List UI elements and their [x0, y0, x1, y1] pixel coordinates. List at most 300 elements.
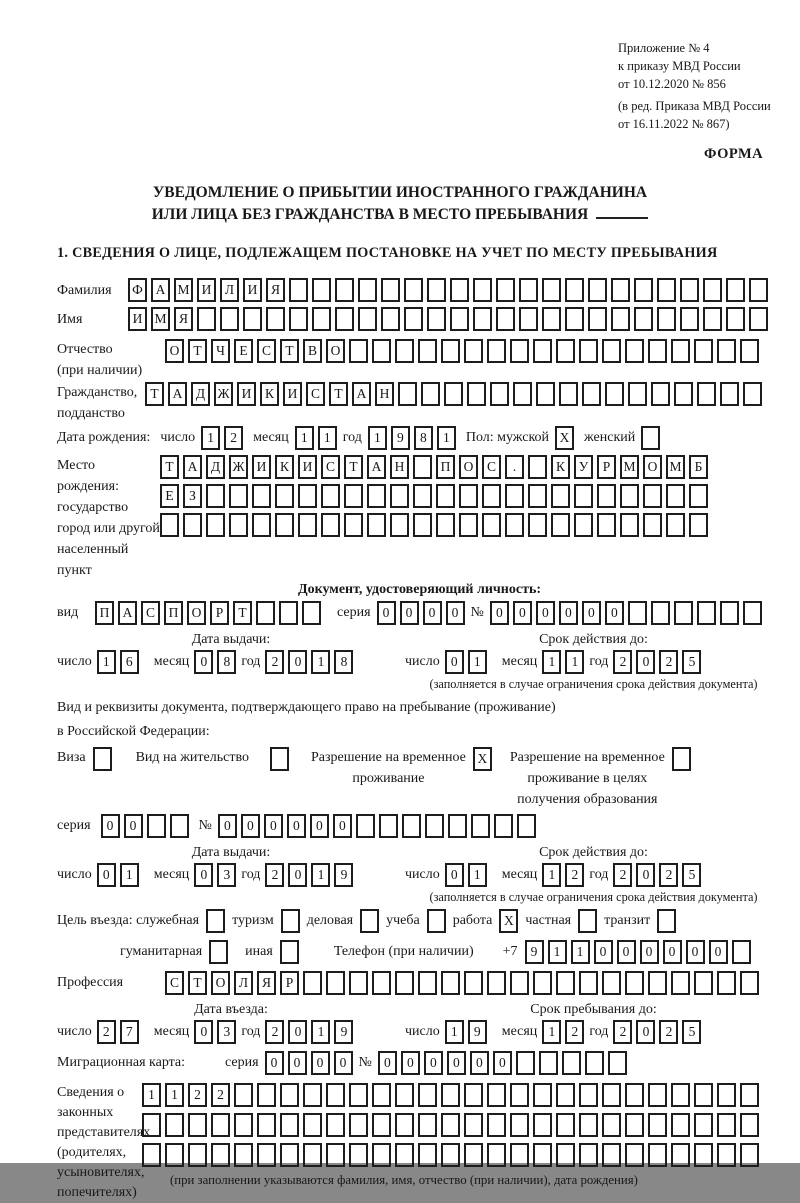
char-cell[interactable]: 2 [565, 863, 584, 887]
char-cell[interactable] [651, 382, 670, 406]
char-cell[interactable] [689, 513, 708, 537]
char-cell[interactable] [257, 1113, 276, 1137]
char-cell[interactable] [390, 484, 409, 508]
char-cell[interactable]: О [187, 601, 206, 625]
char-cell[interactable] [356, 814, 375, 838]
char-cell[interactable]: 0 [101, 814, 120, 838]
char-cell[interactable]: Ж [229, 455, 248, 479]
char-cell[interactable]: В [303, 339, 322, 363]
char-cell[interactable]: 0 [97, 863, 116, 887]
char-cell[interactable] [510, 971, 529, 995]
char-cell[interactable] [436, 484, 455, 508]
char-cell[interactable]: Д [206, 455, 225, 479]
char-cell[interactable] [582, 382, 601, 406]
char-cell[interactable] [402, 814, 421, 838]
char-cell[interactable] [674, 601, 693, 625]
char-cell[interactable]: 9 [525, 940, 544, 964]
char-cell[interactable]: Р [210, 601, 229, 625]
char-cell[interactable] [643, 484, 662, 508]
doc-issue-month-cells[interactable] [194, 650, 236, 674]
char-cell[interactable]: О [211, 971, 230, 995]
char-cell[interactable]: 2 [188, 1083, 207, 1107]
char-cell[interactable] [395, 1083, 414, 1107]
char-cell[interactable] [252, 513, 271, 537]
char-cell[interactable]: 2 [659, 863, 678, 887]
char-cell[interactable] [743, 382, 762, 406]
char-cell[interactable] [188, 1113, 207, 1137]
char-cell[interactable] [395, 1143, 414, 1167]
char-cell[interactable]: 5 [682, 650, 701, 674]
residence-series-cells[interactable] [101, 814, 189, 838]
char-cell[interactable] [703, 307, 722, 331]
char-cell[interactable] [459, 484, 478, 508]
char-cell[interactable]: Н [390, 455, 409, 479]
char-cell[interactable] [206, 484, 225, 508]
char-cell[interactable]: 0 [490, 601, 509, 625]
char-cell[interactable] [703, 278, 722, 302]
char-cell[interactable]: 0 [241, 814, 260, 838]
char-cell[interactable] [574, 484, 593, 508]
char-cell[interactable]: 0 [288, 1051, 307, 1075]
char-cell[interactable]: 1 [468, 863, 487, 887]
char-cell[interactable] [280, 1113, 299, 1137]
char-cell[interactable] [533, 339, 552, 363]
char-cell[interactable] [421, 382, 440, 406]
char-cell[interactable]: 0 [194, 650, 213, 674]
phone-cells[interactable] [525, 940, 751, 964]
char-cell[interactable] [674, 382, 693, 406]
char-cell[interactable] [160, 513, 179, 537]
char-cell[interactable] [556, 1113, 575, 1137]
char-cell[interactable] [551, 513, 570, 537]
char-cell[interactable]: Т [344, 455, 363, 479]
char-cell[interactable]: 2 [265, 650, 284, 674]
char-cell[interactable] [505, 513, 524, 537]
char-cell[interactable] [256, 601, 275, 625]
char-cell[interactable]: 8 [414, 426, 433, 450]
char-cell[interactable]: Т [329, 382, 348, 406]
char-cell[interactable] [448, 814, 467, 838]
char-cell[interactable]: 5 [682, 863, 701, 887]
char-cell[interactable] [579, 339, 598, 363]
char-cell[interactable]: 0 [470, 1051, 489, 1075]
char-cell[interactable]: 1 [571, 940, 590, 964]
char-cell[interactable]: 1 [311, 650, 330, 674]
char-cell[interactable] [740, 1143, 759, 1167]
char-cell[interactable]: 2 [565, 1020, 584, 1044]
char-cell[interactable] [625, 339, 644, 363]
char-cell[interactable] [395, 1113, 414, 1137]
stay-year-cells[interactable] [613, 1020, 701, 1044]
char-cell[interactable] [358, 278, 377, 302]
char-cell[interactable] [281, 909, 300, 933]
char-cell[interactable] [289, 278, 308, 302]
temp-permit-checkbox[interactable] [473, 747, 492, 771]
char-cell[interactable]: С [165, 971, 184, 995]
char-cell[interactable] [717, 1143, 736, 1167]
char-cell[interactable]: 2 [211, 1083, 230, 1107]
char-cell[interactable]: И [128, 307, 147, 331]
char-cell[interactable] [743, 601, 762, 625]
char-cell[interactable]: 9 [391, 426, 410, 450]
char-cell[interactable] [312, 307, 331, 331]
char-cell[interactable]: С [141, 601, 160, 625]
char-cell[interactable] [344, 484, 363, 508]
char-cell[interactable]: 0 [310, 814, 329, 838]
char-cell[interactable] [303, 1083, 322, 1107]
char-cell[interactable]: 0 [218, 814, 237, 838]
char-cell[interactable]: 2 [659, 650, 678, 674]
char-cell[interactable] [611, 307, 630, 331]
char-cell[interactable] [588, 307, 607, 331]
char-cell[interactable] [671, 971, 690, 995]
char-cell[interactable] [625, 971, 644, 995]
char-cell[interactable]: 0 [594, 940, 613, 964]
char-cell[interactable] [510, 1083, 529, 1107]
char-cell[interactable]: И [283, 382, 302, 406]
char-cell[interactable] [234, 1113, 253, 1137]
char-cell[interactable] [585, 1051, 604, 1075]
char-cell[interactable] [528, 513, 547, 537]
char-cell[interactable] [473, 278, 492, 302]
char-cell[interactable]: О [643, 455, 662, 479]
char-cell[interactable]: Т [160, 455, 179, 479]
char-cell[interactable] [372, 339, 391, 363]
char-cell[interactable] [697, 382, 716, 406]
char-cell[interactable]: 0 [264, 814, 283, 838]
char-cell[interactable] [597, 513, 616, 537]
char-cell[interactable] [335, 307, 354, 331]
char-cell[interactable] [142, 1143, 161, 1167]
char-cell[interactable] [280, 940, 299, 964]
char-cell[interactable]: 0 [663, 940, 682, 964]
char-cell[interactable] [671, 339, 690, 363]
char-cell[interactable] [450, 278, 469, 302]
char-cell[interactable]: К [275, 455, 294, 479]
char-cell[interactable] [275, 513, 294, 537]
char-cell[interactable]: А [367, 455, 386, 479]
char-cell[interactable]: 9 [334, 863, 353, 887]
char-cell[interactable] [556, 971, 575, 995]
char-cell[interactable]: 2 [97, 1020, 116, 1044]
char-cell[interactable] [726, 278, 745, 302]
char-cell[interactable] [312, 278, 331, 302]
char-cell[interactable] [602, 339, 621, 363]
char-cell[interactable] [487, 1113, 506, 1137]
char-cell[interactable] [464, 1113, 483, 1137]
char-cell[interactable]: З [183, 484, 202, 508]
char-cell[interactable] [279, 601, 298, 625]
char-cell[interactable] [206, 513, 225, 537]
char-cell[interactable] [165, 1113, 184, 1137]
char-cell[interactable] [349, 1143, 368, 1167]
work-checkbox[interactable] [499, 909, 518, 933]
char-cell[interactable]: 2 [265, 863, 284, 887]
char-cell[interactable]: Н [375, 382, 394, 406]
char-cell[interactable] [372, 1083, 391, 1107]
residence-permit-checkbox[interactable] [270, 747, 289, 771]
char-cell[interactable] [335, 278, 354, 302]
other-checkbox[interactable] [280, 940, 299, 964]
char-cell[interactable] [464, 339, 483, 363]
char-cell[interactable]: 1 [201, 426, 220, 450]
char-cell[interactable]: 0 [423, 601, 442, 625]
char-cell[interactable] [427, 307, 446, 331]
char-cell[interactable]: 0 [617, 940, 636, 964]
char-cell[interactable]: О [165, 339, 184, 363]
char-cell[interactable] [197, 307, 216, 331]
birthplace-row1-cells[interactable] [160, 455, 708, 479]
char-cell[interactable]: Т [145, 382, 164, 406]
char-cell[interactable] [413, 484, 432, 508]
char-cell[interactable] [270, 747, 289, 771]
char-cell[interactable] [425, 814, 444, 838]
char-cell[interactable] [427, 909, 446, 933]
char-cell[interactable] [372, 971, 391, 995]
char-cell[interactable] [749, 307, 768, 331]
char-cell[interactable]: 0 [334, 1051, 353, 1075]
char-cell[interactable] [211, 1143, 230, 1167]
char-cell[interactable]: X [499, 909, 518, 933]
char-cell[interactable]: Ч [211, 339, 230, 363]
char-cell[interactable]: X [473, 747, 492, 771]
residence-number-cells[interactable] [218, 814, 536, 838]
name-cells[interactable] [128, 307, 768, 331]
char-cell[interactable] [487, 339, 506, 363]
char-cell[interactable] [565, 307, 584, 331]
char-cell[interactable]: 0 [400, 601, 419, 625]
char-cell[interactable] [243, 307, 262, 331]
char-cell[interactable] [628, 601, 647, 625]
official-checkbox[interactable] [206, 909, 225, 933]
char-cell[interactable] [395, 339, 414, 363]
char-cell[interactable]: А [168, 382, 187, 406]
doc-validity-month-cells[interactable] [542, 650, 584, 674]
char-cell[interactable] [381, 278, 400, 302]
char-cell[interactable] [390, 513, 409, 537]
char-cell[interactable] [321, 484, 340, 508]
char-cell[interactable] [556, 1083, 575, 1107]
char-cell[interactable] [326, 1113, 345, 1137]
char-cell[interactable] [398, 382, 417, 406]
char-cell[interactable] [229, 484, 248, 508]
transit-checkbox[interactable] [657, 909, 676, 933]
char-cell[interactable]: 9 [334, 1020, 353, 1044]
char-cell[interactable]: 1 [468, 650, 487, 674]
char-cell[interactable] [648, 339, 667, 363]
char-cell[interactable] [450, 307, 469, 331]
char-cell[interactable]: П [436, 455, 455, 479]
char-cell[interactable]: 2 [613, 1020, 632, 1044]
char-cell[interactable] [551, 484, 570, 508]
char-cell[interactable] [717, 1113, 736, 1137]
char-cell[interactable] [349, 971, 368, 995]
char-cell[interactable]: И [243, 278, 262, 302]
char-cell[interactable] [510, 339, 529, 363]
char-cell[interactable] [444, 382, 463, 406]
char-cell[interactable]: 0 [378, 1051, 397, 1075]
char-cell[interactable]: 0 [401, 1051, 420, 1075]
char-cell[interactable]: Р [280, 971, 299, 995]
char-cell[interactable] [395, 971, 414, 995]
birth-day-cells[interactable] [201, 426, 243, 450]
residence-issue-year-cells[interactable] [265, 863, 353, 887]
char-cell[interactable] [303, 971, 322, 995]
char-cell[interactable] [641, 426, 660, 450]
char-cell[interactable] [349, 1113, 368, 1137]
birth-year-cells[interactable] [368, 426, 456, 450]
char-cell[interactable] [252, 484, 271, 508]
char-cell[interactable]: И [252, 455, 271, 479]
doc-series-cells[interactable] [377, 601, 465, 625]
char-cell[interactable]: У [574, 455, 593, 479]
char-cell[interactable] [280, 1143, 299, 1167]
char-cell[interactable]: 0 [636, 1020, 655, 1044]
char-cell[interactable] [441, 1143, 460, 1167]
char-cell[interactable] [657, 307, 676, 331]
char-cell[interactable]: 1 [142, 1083, 161, 1107]
char-cell[interactable]: 7 [120, 1020, 139, 1044]
char-cell[interactable] [740, 339, 759, 363]
char-cell[interactable]: И [237, 382, 256, 406]
char-cell[interactable] [634, 307, 653, 331]
residence-validity-year-cells[interactable] [613, 863, 701, 887]
char-cell[interactable] [539, 1051, 558, 1075]
tourism-checkbox[interactable] [281, 909, 300, 933]
char-cell[interactable]: 1 [437, 426, 456, 450]
char-cell[interactable] [740, 1113, 759, 1137]
char-cell[interactable]: 1 [542, 863, 561, 887]
doc-issue-day-cells[interactable] [97, 650, 139, 674]
char-cell[interactable] [671, 1083, 690, 1107]
migration-series-cells[interactable] [265, 1051, 353, 1075]
char-cell[interactable]: М [174, 278, 193, 302]
char-cell[interactable]: Я [257, 971, 276, 995]
char-cell[interactable] [672, 747, 691, 771]
char-cell[interactable]: М [666, 455, 685, 479]
char-cell[interactable] [441, 971, 460, 995]
char-cell[interactable] [326, 1083, 345, 1107]
char-cell[interactable] [579, 1113, 598, 1137]
char-cell[interactable] [648, 1113, 667, 1137]
char-cell[interactable]: 5 [682, 1020, 701, 1044]
char-cell[interactable]: 0 [288, 1020, 307, 1044]
char-cell[interactable] [565, 278, 584, 302]
char-cell[interactable] [574, 513, 593, 537]
char-cell[interactable] [694, 1113, 713, 1137]
char-cell[interactable]: 1 [318, 426, 337, 450]
char-cell[interactable] [732, 940, 751, 964]
char-cell[interactable] [234, 1083, 253, 1107]
char-cell[interactable]: 1 [120, 863, 139, 887]
char-cell[interactable] [749, 278, 768, 302]
doc-validity-day-cells[interactable] [445, 650, 487, 674]
char-cell[interactable] [183, 513, 202, 537]
char-cell[interactable] [697, 601, 716, 625]
char-cell[interactable]: 0 [636, 863, 655, 887]
char-cell[interactable]: М [151, 307, 170, 331]
char-cell[interactable] [298, 513, 317, 537]
char-cell[interactable] [418, 339, 437, 363]
char-cell[interactable] [482, 513, 501, 537]
char-cell[interactable] [257, 1083, 276, 1107]
char-cell[interactable]: 0 [265, 1051, 284, 1075]
char-cell[interactable] [602, 1083, 621, 1107]
char-cell[interactable] [436, 513, 455, 537]
char-cell[interactable] [326, 971, 345, 995]
char-cell[interactable] [648, 1143, 667, 1167]
char-cell[interactable] [602, 971, 621, 995]
char-cell[interactable] [464, 971, 483, 995]
char-cell[interactable] [464, 1143, 483, 1167]
doc-issue-year-cells[interactable] [265, 650, 353, 674]
char-cell[interactable] [643, 513, 662, 537]
char-cell[interactable] [490, 382, 509, 406]
migration-number-cells[interactable] [378, 1051, 627, 1075]
char-cell[interactable] [533, 1143, 552, 1167]
char-cell[interactable]: К [260, 382, 279, 406]
doc-number-cells[interactable] [490, 601, 762, 625]
char-cell[interactable]: 1 [542, 650, 561, 674]
char-cell[interactable]: 0 [333, 814, 352, 838]
char-cell[interactable] [209, 940, 228, 964]
char-cell[interactable] [579, 1083, 598, 1107]
char-cell[interactable] [602, 1143, 621, 1167]
char-cell[interactable] [717, 1083, 736, 1107]
char-cell[interactable]: 0 [709, 940, 728, 964]
char-cell[interactable]: X [555, 426, 574, 450]
char-cell[interactable]: 0 [446, 601, 465, 625]
char-cell[interactable] [142, 1113, 161, 1137]
char-cell[interactable] [464, 1083, 483, 1107]
char-cell[interactable] [602, 1113, 621, 1137]
char-cell[interactable] [648, 1083, 667, 1107]
char-cell[interactable]: Т [188, 971, 207, 995]
char-cell[interactable] [579, 1143, 598, 1167]
char-cell[interactable]: 0 [124, 814, 143, 838]
char-cell[interactable] [367, 513, 386, 537]
char-cell[interactable] [648, 971, 667, 995]
char-cell[interactable]: 3 [217, 1020, 236, 1044]
stay-day-cells[interactable] [445, 1020, 487, 1044]
char-cell[interactable] [517, 814, 536, 838]
char-cell[interactable] [562, 1051, 581, 1075]
char-cell[interactable]: 1 [311, 863, 330, 887]
char-cell[interactable] [358, 307, 377, 331]
char-cell[interactable] [229, 513, 248, 537]
char-cell[interactable]: Р [597, 455, 616, 479]
char-cell[interactable] [471, 814, 490, 838]
char-cell[interactable]: Ж [214, 382, 233, 406]
char-cell[interactable] [379, 814, 398, 838]
char-cell[interactable] [680, 307, 699, 331]
char-cell[interactable] [303, 1143, 322, 1167]
representatives-row3-cells[interactable] [142, 1143, 759, 1167]
char-cell[interactable] [372, 1113, 391, 1137]
char-cell[interactable] [487, 1083, 506, 1107]
char-cell[interactable] [505, 484, 524, 508]
char-cell[interactable]: А [151, 278, 170, 302]
char-cell[interactable]: Т [280, 339, 299, 363]
char-cell[interactable] [628, 382, 647, 406]
char-cell[interactable]: 1 [165, 1083, 184, 1107]
char-cell[interactable] [542, 278, 561, 302]
char-cell[interactable] [694, 1143, 713, 1167]
char-cell[interactable] [528, 484, 547, 508]
char-cell[interactable] [513, 382, 532, 406]
char-cell[interactable] [165, 1143, 184, 1167]
char-cell[interactable]: 0 [445, 650, 464, 674]
